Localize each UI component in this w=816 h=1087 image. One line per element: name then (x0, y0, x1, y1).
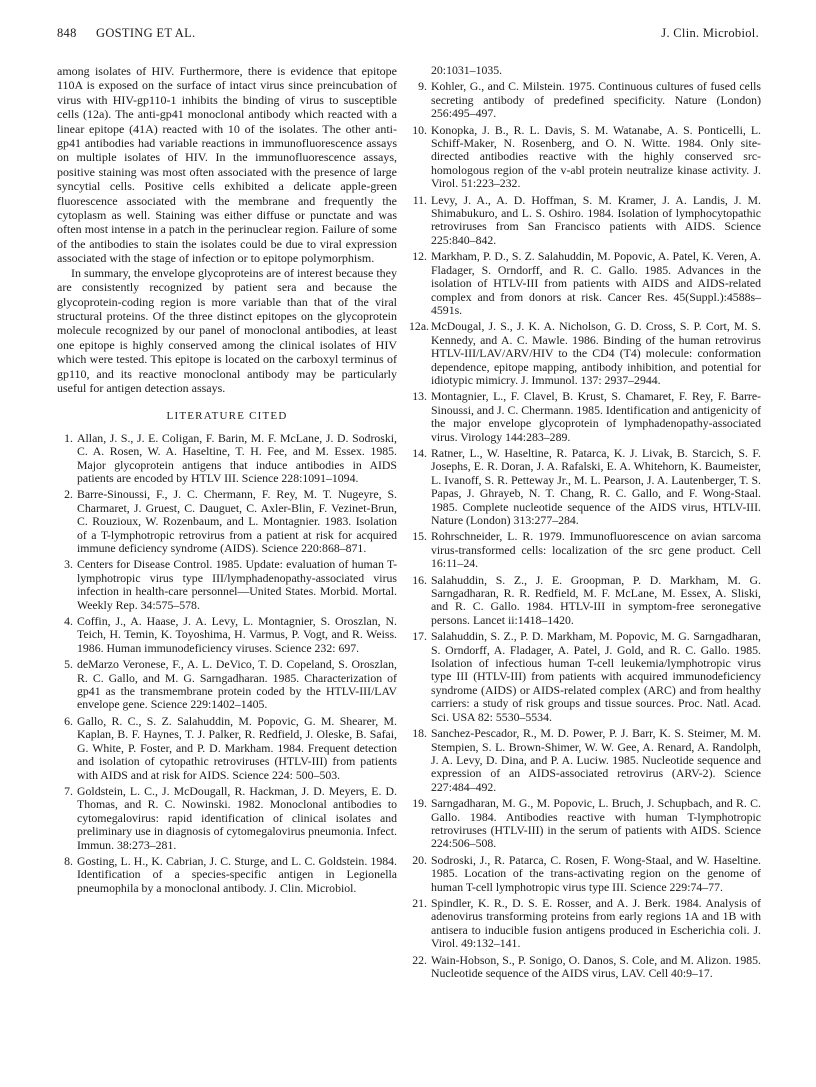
reference-number: 10. (412, 122, 427, 137)
reference-number: 4. (64, 614, 73, 629)
reference-number: 2. (64, 487, 73, 502)
reference-number: 19. (412, 796, 427, 811)
reference-item (411, 390, 761, 444)
reference-item (411, 447, 761, 527)
reference-list-right (411, 64, 761, 980)
reference-item (411, 954, 761, 981)
reference-item (411, 574, 761, 628)
reference-item (57, 855, 397, 895)
reference-item (57, 558, 397, 612)
body-paragraph: among isolates of HIV. Furthermore, there is evidence that epitope 110A is exposed on the surface of intact virus since preincubation of virus with HIV-gp110-1 inhibits the binding of virus to susceptible cells (12a). The anti-gp41 monoclonal antibody which reacted with a linear epitope (41A) reacted with 10 of the isolates. The other anti-gp41 antibodies had variable reactions in immunofluorescence assays on multiple isolates of HIV. In the immunofluorescence assays, positive staining was most often associated with the presence of large syncytial cells. Positive cells exhibited a delicate apple-green fluorescence associated with the membrane and frequently the cytoplasm as well. Staining was either diffuse or punctate and was often most intense in a patch in the perinuclear region. Failure of some of the antibodies to stain the isolates could be due to viral expression associated with the stage of infection or to epitope polymorphism. (57, 64, 397, 266)
reference-item (411, 530, 761, 570)
reference-text: Centers for Disease Control. 1985. Update: evaluation of human T-lymphotropic virus type III/lymphadenopathy-associated virus infection in health-care personnel—United States. Morbid. Mortal. Weekly Rep. 34:575–578. (77, 557, 397, 612)
running-authors: GOSTING ET AL. (96, 26, 196, 40)
reference-number: 15. (412, 529, 427, 544)
reference-text: Salahuddin, S. Z., P. D. Markham, M. Popovic, M. G. Sarngadharan, S. Orndorff, A. Fladager, A. Patel, J. Gold, and R. C. Gallo. 1985. Isolation of infectious human T-cell leukemia/lymphotropic virus type III (HTLV-III) from patients with acquired immunodeficiency syndrome (AIDS) or AIDS-related complex (ARC) and from healthy carriers: a study of risk groups and tissue sources. Proc. Natl. Acad. Sci. USA 82: 5530–5534. (431, 629, 761, 724)
literature-cited-heading: LITERATURE CITED (166, 410, 288, 423)
reference-number: 6. (64, 713, 73, 728)
reference-text: McDougal, J. S., J. K. A. Nicholson, G. D. Cross, S. P. Cort, M. S. Kennedy, and A. C. Mawle. 1986. Binding of the human retrovirus HTLV-III/LAV/ARV/HIV to the CD4 (T4) molecule: conformation dependence, epitope mapping, antibody inhibition, and potential for idiotypic mimicry. J. Immunol. 137: 2937–2944. (431, 319, 761, 387)
reference-text: Spindler, K. R., D. S. E. Rosser, and A. J. Berk. 1984. Analysis of adenovirus transforming proteins from early regions 1A and 1B with antisera to inducible fusion antigens produced in Escherichia coli. J. Virol. 49:132–141. (431, 895, 761, 951)
reference-item (57, 432, 397, 486)
reference-text: Ratner, L., W. Haseltine, R. Patarca, K. J. Livak, B. Starcich, S. F. Josephs, E. R. Doran, J. A. Rafalski, E. A. Whitehorn, K. Baumeister, L. Ivanoff, S. R. Petteway Jr., M. L. Pearson, J. A. Lautenberger, T. S. Papas, J. Ghrayeb, N. T. Chang, R. C. Gallo, and F. Wong-Staal. 1985. Complete nucleotide sequence of the AIDS virus, HTLV-III. Nature (London) 313:277–284. (431, 445, 761, 527)
reference-item (411, 124, 761, 191)
right-column (411, 64, 761, 983)
reference-number: 17. (412, 629, 427, 644)
reference-text: Gosting, L. H., K. Cabrian, J. C. Sturge, and L. C. Goldstein. 1984. Identification of a species-specific antigen in Legionella pneumophila by a monoclonal antibody. J. Clin. Microbiol. (77, 853, 397, 895)
reference-item (57, 715, 397, 782)
reference-number: 7. (64, 783, 73, 798)
reference-number: 16. (412, 572, 427, 587)
reference-number: 12. (412, 249, 427, 264)
reference-text: Sarngadharan, M. G., M. Popovic, L. Bruch, J. Schupbach, and R. C. Gallo. 1984. Antibodies reactive with human T-lymphotropic retroviruses (HTLV-III) in the serum of patients with AIDS. Science 224:506–508. (431, 796, 761, 851)
reference-text: Konopka, J. B., R. L. Davis, S. M. Watanabe, A. S. Ponticelli, L. Schiff-Maker, N. Rosenberg, and O. N. Witte. 1984. Only site-directed antibodies reactive with the highly conserved src-homologous region of the v-abl protein neutralize kinase activity. J. Virol. 51:223–232. (431, 122, 761, 191)
reference-text: Allan, J. S., J. E. Coligan, F. Barin, M. F. McLane, J. D. Sodroski, C. A. Rosen, W. A. Haseltine, T. H. Fee, and M. Essex. 1985. Major glycoprotein antigens that induce antibodies in AIDS patients are encoded by HTLV III. Science 228:1091–1094. (77, 430, 397, 485)
reference-text: Kohler, G., and C. Milstein. 1975. Continuous cultures of fused cells secreting antibody of predefined specificity. Nature (London) 256:495–497. (431, 79, 761, 121)
reference-number: 20. (412, 852, 427, 867)
reference-text: Montagnier, L., F. Clavel, B. Krust, S. Chamaret, F. Rey, F. Barre-Sinoussi, and J. C. Chermann. 1985. Identification and antigenicity of the major envelope glycoprotein of lymphadenopathy-associated virus. Virology 144:283–289. (431, 389, 761, 444)
reference-list-left (57, 432, 397, 895)
reference-number: 21. (412, 895, 427, 910)
reference-item (411, 797, 761, 851)
reference-text: Coffin, J., A. Haase, J. A. Levy, L. Montagnier, S. Oroszlan, N. Teich, H. Temin, K. Toyoshima, H. Varmus, P. Vogt, and R. Weiss. 1986. Human immunodeficiency viruses. Science 232: 697. (77, 614, 397, 655)
reference-number: 5. (64, 657, 73, 672)
reference-number: 13. (412, 389, 427, 404)
reference-text: Goldstein, L. C., J. McDougall, R. Hackman, J. D. Meyers, E. D. Thomas, and R. C. Nowinski. 1982. Monoclonal antibodies to cytomegalovirus: rapid identification of clinical isolates and preliminary use in diagnosis of cytomegalovirus pneumonia. Infect. Immun. 38:273–281. (77, 783, 397, 852)
reference-text: Markham, P. D., S. Z. Salahuddin, M. Popovic, A. Patel, K. Veren, A. Fladager, S. Orndorff, and R. C. Gallo. 1985. Advances in the isolation of HTLV-III from patients with AIDS and AIDS-related complex and from donors at risk. Cancer Res. 45(Suppl.):4588s–4591s. (431, 249, 761, 317)
page-number: 848 (57, 26, 77, 40)
journal-name: J. Clin. Microbiol. (661, 26, 759, 40)
reference-item (411, 320, 761, 387)
reference-number: 14. (412, 445, 427, 460)
running-header (57, 26, 759, 44)
reference-item (411, 897, 761, 951)
reference-number: 18. (412, 726, 427, 741)
reference-number: 22. (412, 952, 427, 967)
reference-item (57, 785, 397, 852)
body-paragraph: In summary, the envelope glycoproteins are of interest because they are consistently recognized by patient sera and because the glycoprotein-coding region is more variable than that of the viral structural proteins. Of the three distinct epitopes on the glycoprotein molecule recognized by our panel of monoclonal antibodies, at least one epitope is highly conserved among the clinical isolates of HIV which were tested. This epitope is located on the carboxyl terminus of gp110, and its reactive monoclonal antibody may be particularly useful for antigen detection assays. (57, 265, 397, 395)
reference-item (411, 630, 761, 724)
reference-text: Sanchez-Pescador, R., M. D. Power, P. J. Barr, K. S. Steimer, M. M. Stempien, S. L. Brown-Shimer, W. W. Gee, A. Renard, A. Randolph, J. A. Levy, D. Dina, and P. A. Luciw. 1985. Nucleotide sequence and expression of an AIDS-associated retrovirus (ARV-2). Science 227:484–492. (431, 726, 761, 794)
reference-number: 12a. (409, 319, 429, 334)
reference-item (411, 250, 761, 317)
reference-text: deMarzo Veronese, F., A. L. DeVico, T. D. Copeland, S. Oroszlan, R. C. Gallo, and M. G. Sarngadharan. 1985. Characterization of gp41 as the transmembrane protein coded by the HTLV-III/LAV envelope gene. Science 229:1402–1405. (77, 657, 397, 712)
reference-text: Rohrschneider, L. R. 1979. Immunofluorescence on avian sarcoma virus-transformed cells: localization of the src gene product. Cell 16:11–24. (431, 529, 761, 571)
reference-item (411, 194, 761, 248)
reference-number: 8. (64, 853, 73, 868)
reference-continuation: 20:1031–1035. (431, 63, 503, 77)
reference-item (411, 854, 761, 894)
reference-text: Sodroski, J., R. Patarca, C. Rosen, F. Wong-Staal, and W. Haseltine. 1985. Location of the trans-activating region on the genome of human T-cell lymphotropic virus type III. Science 229:74–77. (431, 852, 761, 894)
reference-item (57, 658, 397, 712)
reference-number: 3. (64, 557, 73, 572)
reference-item (57, 488, 397, 555)
reference-text: Barre-Sinoussi, F., J. C. Chermann, F. Rey, M. T. Nugeyre, S. Charmaret, J. Gruest, C. Dauguet, C. Axler-Blin, F. Vezinet-Brun, C. Rouzioux, W. Rozenbaum, and L. Montagnier. 1983. Isolation of a T-lymphotropic retrovirus from a patient at risk for acquired immune deficiency syndrome (AIDS). Science 220:868–871. (77, 487, 397, 555)
left-column (57, 64, 397, 898)
reference-text: Salahuddin, S. Z., J. E. Groopman, P. D. Markham, M. G. Sarngadharan, R. R. Redfield, M. F. McLane, M. Essex, A. Sliski, and R. C. Gallo. 1984. HTLV-III in symptom-free seronegative persons. Lancet ii:1418–1420. (431, 572, 761, 627)
reference-number: 1. (64, 430, 73, 445)
reference-item (57, 615, 397, 655)
reference-text: Gallo, R. C., S. Z. Salahuddin, M. Popovic, G. M. Shearer, M. Kaplan, B. F. Haynes, T. J. Palker, R. Redfield, J. Oleske, B. Safai, G. White, P. Foster, and P. D. Markham. 1984. Frequent detection and isolation of cytopathic retroviruses (HTLV-III) from patients with AIDS and at risk for AIDS. Science 224: 500–503. (77, 713, 397, 782)
reference-number: 9. (418, 79, 427, 94)
body-text (57, 64, 397, 395)
reference-item (411, 80, 761, 120)
reference-text: Levy, J. A., A. D. Hoffman, S. M. Kramer, J. A. Landis, J. M. Shimabukuro, and L. S. Oshiro. 1984. Isolation of lymphocytopathic retroviruses from San Francisco patients with AIDS. Science 225:840–842. (431, 192, 761, 247)
reference-number: 11. (412, 192, 427, 207)
reference-text: Wain-Hobson, S., P. Sonigo, O. Danos, S. Cole, and M. Alizon. 1985. Nucleotide sequence of the AIDS virus, LAV. Cell 40:9–17. (431, 952, 761, 980)
reference-item (411, 727, 761, 794)
